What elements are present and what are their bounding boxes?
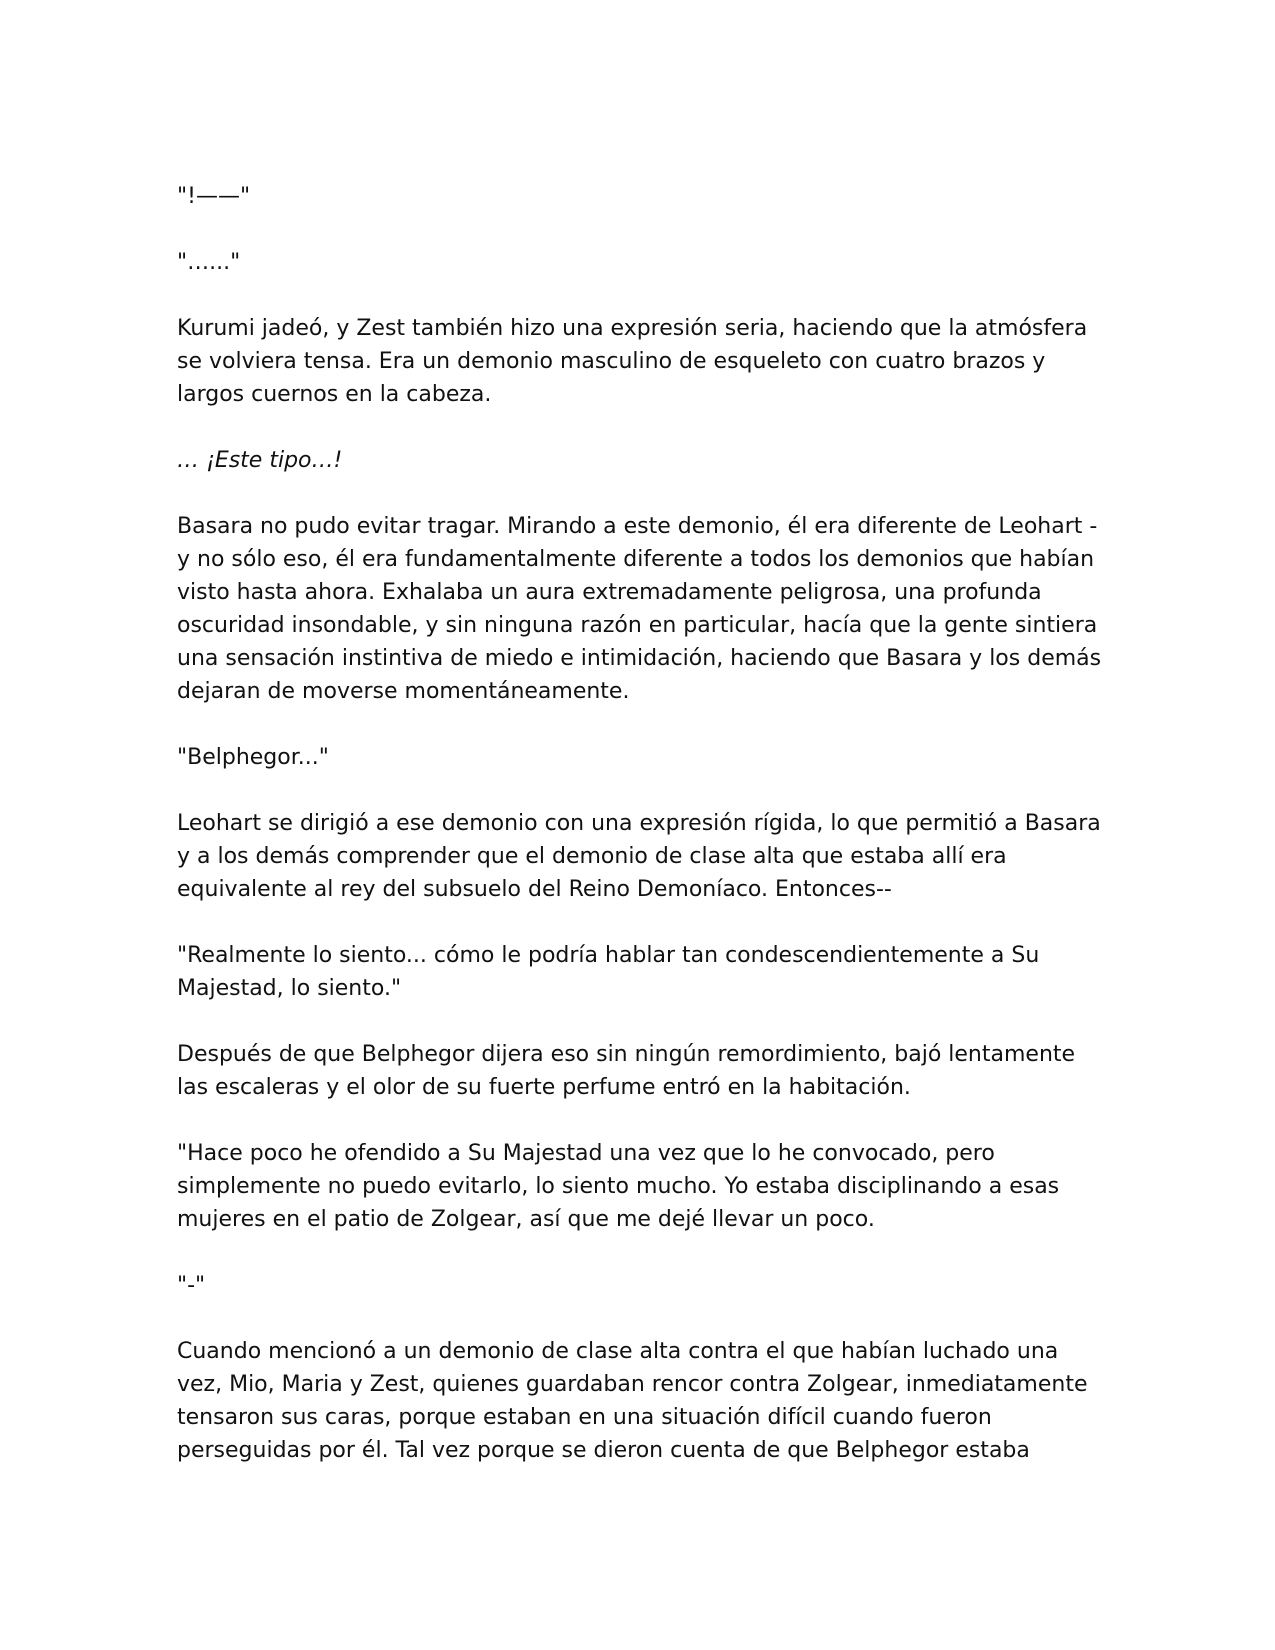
- paragraph: Leohart se dirigió a ese demonio con una expresión rígida, lo que permitió a Basara y a los demás comprender que el demonio de clase alta que estaba allí era equivalente al rey del subsuelo del Reino Demoníaco. Entonces--: [177, 811, 1101, 902]
- paragraph: Basara no pudo evitar tragar. Mirando a este demonio, él era diferente de Leohart - y no sólo eso, él era fundamentalmente diferente a todos los demonios que habían visto hasta ahora. Exhalaba un aura extremadamente peligrosa, una profunda oscuridad insondable, y sin ninguna razón en particular, hacía que la gente sintiera una sensación instintiva de miedo e intimidación, haciendo que Basara y los demás dejaran de moverse momentáneamente.: [177, 514, 1102, 704]
- paragraph-italic: … ¡Este tipo…!: [177, 448, 343, 473]
- paragraph: "…...": [177, 250, 241, 275]
- paragraph: "Hace poco he ofendido a Su Majestad una vez que lo he convocado, pero simplemente no puedo evitarlo, lo siento mucho. Yo estaba disciplinando a esas mujeres en el patio de Zolgear, así que me dejé llevar un poco.: [177, 1141, 1060, 1232]
- paragraph: Kurumi jadeó, y Zest también hizo una expresión seria, haciendo que la atmósfera se volviera tensa. Era un demonio masculino de esqueleto con cuatro brazos y largos cuernos en la cabeza.: [177, 316, 1088, 407]
- paragraph: "Realmente lo siento... cómo le podría hablar tan condescendientemente a Su Majestad, lo siento.": [177, 943, 1040, 1001]
- paragraph: "Belphegor...": [177, 745, 329, 770]
- paragraph: Cuando mencionó a un demonio de clase alta contra el que habían luchado una vez, Mio, Maria y Zest, quienes guardaban rencor contra Zolgear, inmediatamente tensaron sus caras, porque estaban en una situación difícil cuando fueron perseguidas por él. Tal vez porque se dieron cuenta de que Belphegor estaba: [177, 1339, 1088, 1463]
- document-body: [177, 180, 1107, 1500]
- paragraph: "-": [177, 1273, 206, 1298]
- paragraph: Después de que Belphegor dijera eso sin ningún remordimiento, bajó lentamente las escaleras y el olor de su fuerte perfume entró en la habitación.: [177, 1042, 1076, 1100]
- paragraph: "!——": [177, 184, 251, 209]
